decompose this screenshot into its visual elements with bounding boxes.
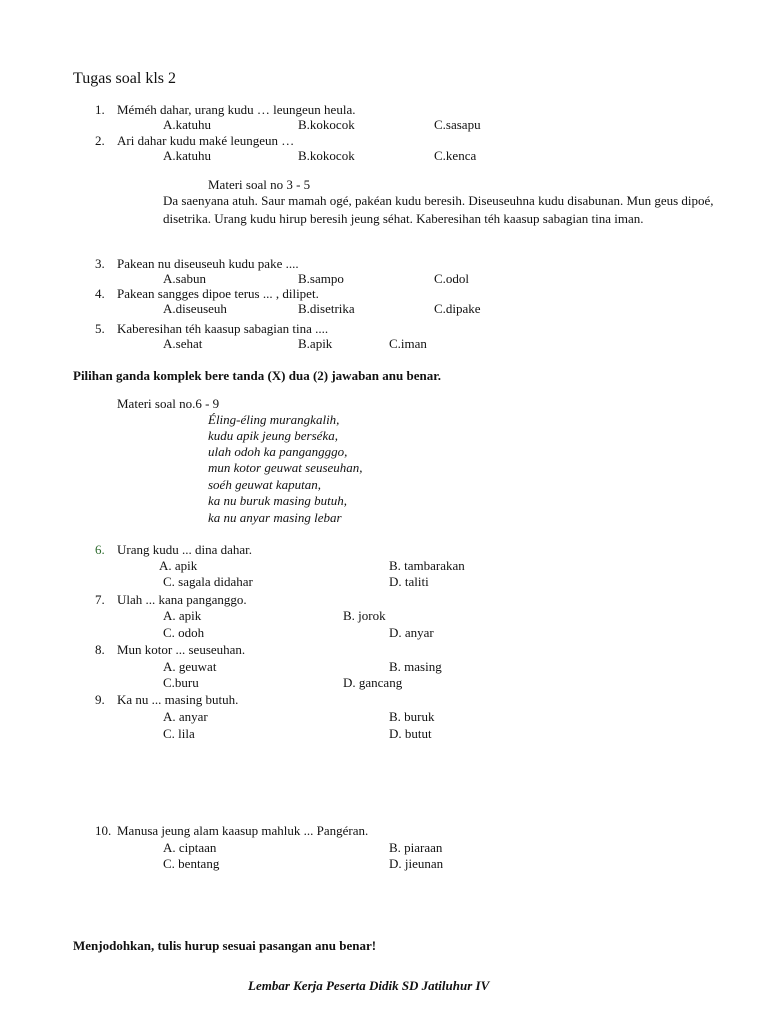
option-d: D. gancang: [343, 675, 403, 690]
question-number: 3.: [95, 256, 105, 271]
question-text: Méméh dahar, urang kudu … leungeun heula.: [117, 102, 356, 117]
option-d: D. taliti: [389, 574, 429, 589]
materi-title: Materi soal no 3 - 5: [208, 177, 311, 192]
option-a: A. apik: [159, 558, 198, 573]
question-text: Ari dahar kudu maké leungeun …: [117, 133, 295, 148]
question-number: 1.: [95, 102, 105, 117]
poem-line: kudu apik jeung berséka,: [208, 428, 338, 443]
option-c: C.iman: [389, 336, 427, 351]
option-b: B.apik: [298, 336, 333, 351]
question-number: 2.: [95, 133, 105, 148]
section-instruction: Menjodohkan, tulis hurup sesuai pasangan anu benar!: [73, 938, 377, 953]
question-number: 6.: [95, 542, 105, 557]
option-d: D. butut: [389, 726, 432, 741]
poem-line: ka nu anyar masing lebar: [208, 510, 342, 525]
option-c: C.dipake: [434, 301, 481, 316]
question-number: 9.: [95, 692, 105, 707]
option-b: B.kokocok: [298, 117, 355, 132]
question-text: Urang kudu ... dina dahar.: [117, 542, 253, 557]
section-instruction: Pilihan ganda komplek bere tanda (X) dua (2) jawaban anu benar.: [73, 368, 442, 383]
option-b: B.sampo: [298, 271, 344, 286]
question-number: 5.: [95, 321, 105, 336]
option-a: A.sehat: [163, 336, 203, 351]
option-c: C. odoh: [163, 625, 205, 640]
question-number: 4.: [95, 286, 105, 301]
option-b: B. jorok: [343, 608, 386, 623]
option-c: C.buru: [163, 675, 199, 690]
poem-line: ulah odoh ka pangangggo,: [208, 444, 348, 459]
materi-title: Materi soal no.6 - 9: [117, 396, 220, 411]
question-text: Pakean nu diseuseuh kudu pake ....: [117, 256, 299, 271]
option-d: D. jieunan: [389, 856, 444, 871]
option-d: D. anyar: [389, 625, 434, 640]
option-c: C.sasapu: [434, 117, 481, 132]
question-text: Ulah ... kana panganggo.: [117, 592, 247, 607]
option-a: A. ciptaan: [163, 840, 217, 855]
materi-paragraph: Da saenyana atuh. Saur mamah ogé, pakéan kudu beresih. Diseuseuhna kudu disabunan. Mun geus dipoé, disetrika. Urang kudu hirup beresih jeung séhat. Kaberesihan téh kaasup sabagian tina iman.: [163, 193, 714, 226]
question-number: 8.: [95, 642, 105, 657]
option-b: B. masing: [389, 659, 442, 674]
option-c: C.odol: [434, 271, 470, 286]
option-a: A.katuhu: [163, 148, 212, 163]
poem-line: soéh geuwat kaputan,: [208, 477, 322, 492]
option-c: C.kenca: [434, 148, 477, 163]
page-title: Tugas soal kls 2: [73, 70, 176, 87]
poem-line: ka nu buruk masing butuh,: [208, 493, 348, 508]
question-text: Pakean sangges dipoe terus ... , dilipet.: [117, 286, 319, 301]
poem-line: Éling-éling murangkalih,: [208, 412, 340, 427]
question-text: Manusa jeung alam kaasup mahluk ... Pangéran.: [117, 823, 369, 838]
option-b: B.disetrika: [298, 301, 355, 316]
option-a: A. geuwat: [163, 659, 217, 674]
option-a: A. anyar: [163, 709, 208, 724]
poem-line: mun kotor geuwat seuseuhan,: [208, 460, 363, 475]
option-b: B. piaraan: [389, 840, 443, 855]
question-number: 7.: [95, 592, 105, 607]
page-footer: Lembar Kerja Peserta Didik SD Jatiluhur IV: [248, 978, 490, 993]
option-b: B. tambarakan: [389, 558, 465, 573]
option-b: B. buruk: [389, 709, 435, 724]
option-a: A.diseuseuh: [163, 301, 227, 316]
question-text: Ka nu ... masing butuh.: [117, 692, 239, 707]
option-c: C. lila: [163, 726, 195, 741]
option-c: C. sagala didahar: [163, 574, 253, 589]
option-c: C. bentang: [163, 856, 220, 871]
option-a: A.sabun: [163, 271, 206, 286]
question-text: Mun kotor ... seuseuhan.: [117, 642, 246, 657]
option-b: B.kokocok: [298, 148, 355, 163]
option-a: A. apik: [163, 608, 202, 623]
option-a: A.katuhu: [163, 117, 212, 132]
question-text: Kaberesihan téh kaasup sabagian tina ....: [117, 321, 329, 336]
question-number: 10.: [95, 823, 112, 838]
